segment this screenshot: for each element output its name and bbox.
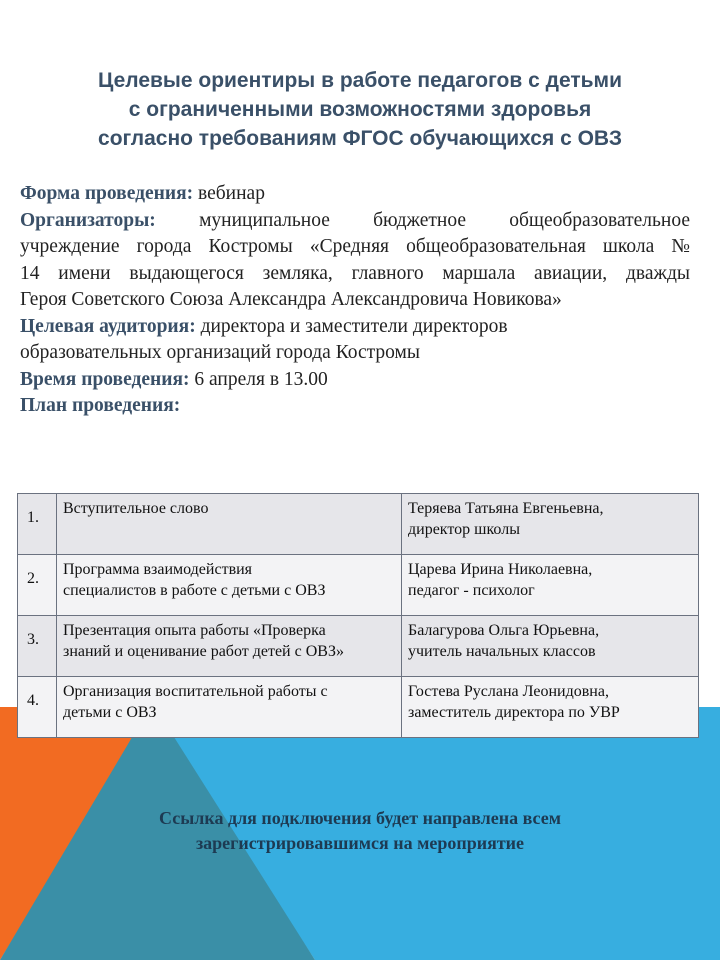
form-label: Форма проведения: xyxy=(20,183,194,204)
item-speaker xyxy=(402,555,699,616)
speaker-name: Царева Ирина Николаевна, xyxy=(408,561,593,578)
item-number: 2. xyxy=(18,555,57,616)
audience-text: директора и заместители директоров xyxy=(195,315,508,337)
item-number: 1. xyxy=(18,494,57,555)
note-line: зарегистрировавшимся на мероприятие xyxy=(195,833,525,853)
table-row xyxy=(18,494,699,555)
table-row xyxy=(18,555,699,616)
topic-text: знаний и оценивание работ детей с ОВЗ» xyxy=(63,643,344,660)
event-info xyxy=(20,181,690,420)
speaker-name: Теряева Татьяна Евгеньевна, xyxy=(408,500,604,517)
table-row xyxy=(18,677,699,738)
topic-text: специалистов в работе с детьми с ОВЗ xyxy=(63,582,326,599)
item-topic xyxy=(57,555,402,616)
speaker-role: директор школы xyxy=(408,521,520,538)
form-value: вебинар xyxy=(193,183,265,204)
registration-note xyxy=(40,806,680,856)
item-speaker xyxy=(402,494,699,555)
item-speaker xyxy=(402,616,699,677)
item-topic xyxy=(57,494,402,555)
time-value: 6 апреля в 13.00 xyxy=(189,368,328,390)
organizers-text: муниципальное бюджетное общеобразовательное xyxy=(155,209,690,231)
title-line: Целевые ориентиры в работе педагогов с детьми xyxy=(97,69,622,92)
audience-row xyxy=(20,314,690,341)
time-row xyxy=(20,367,690,394)
organizers-text: 14 имени выдающегося земляка, главного маршала авиации, дважды xyxy=(20,262,690,284)
topic-text: Организация воспитательной работы с xyxy=(63,683,328,700)
plan-label: План проведения: xyxy=(20,395,181,416)
organizers-row xyxy=(20,208,690,235)
topic-text: Презентация опыта работы «Проверка xyxy=(63,622,326,639)
title-line: с ограниченными возможностями здоровья xyxy=(128,98,592,121)
topic-text: Программа взаимодействия xyxy=(63,561,253,578)
page-title xyxy=(40,66,680,153)
item-topic xyxy=(57,616,402,677)
speaker-role: учитель начальных классов xyxy=(408,643,596,660)
item-topic xyxy=(57,677,402,738)
plan-table xyxy=(17,493,699,738)
item-number: 3. xyxy=(18,616,57,677)
audience-label: Целевая аудитория: xyxy=(20,315,196,337)
topic-text: детьми с ОВЗ xyxy=(63,704,157,721)
form-row xyxy=(20,181,690,208)
table-row xyxy=(18,616,699,677)
plan-row xyxy=(20,393,690,420)
speaker-name: Балагурова Ольга Юрьевна, xyxy=(408,622,600,639)
time-label: Время проведения: xyxy=(20,368,190,390)
note-line: Ссылка для подключения будет направлена всем xyxy=(159,808,561,828)
speaker-name: Гостева Руслана Леонидовна, xyxy=(408,683,609,700)
organizers-text: учреждение города Костромы «Средняя общеобразовательная школа № xyxy=(20,236,690,257)
organizers-text: Героя Советского Союза Александра Александровича Новикова» xyxy=(20,289,562,310)
speaker-role: заместитель директора по УВР xyxy=(408,704,620,721)
speaker-role: педагог - психолог xyxy=(408,582,535,599)
audience-text: образовательных организаций города Костромы xyxy=(20,342,420,363)
organizers-label: Организаторы: xyxy=(20,209,156,231)
topic-text: Вступительное слово xyxy=(63,500,209,517)
title-line: согласно требованиям ФГОС обучающихся с ОВЗ xyxy=(98,127,622,150)
item-speaker xyxy=(402,677,699,738)
item-number: 4. xyxy=(18,677,57,738)
